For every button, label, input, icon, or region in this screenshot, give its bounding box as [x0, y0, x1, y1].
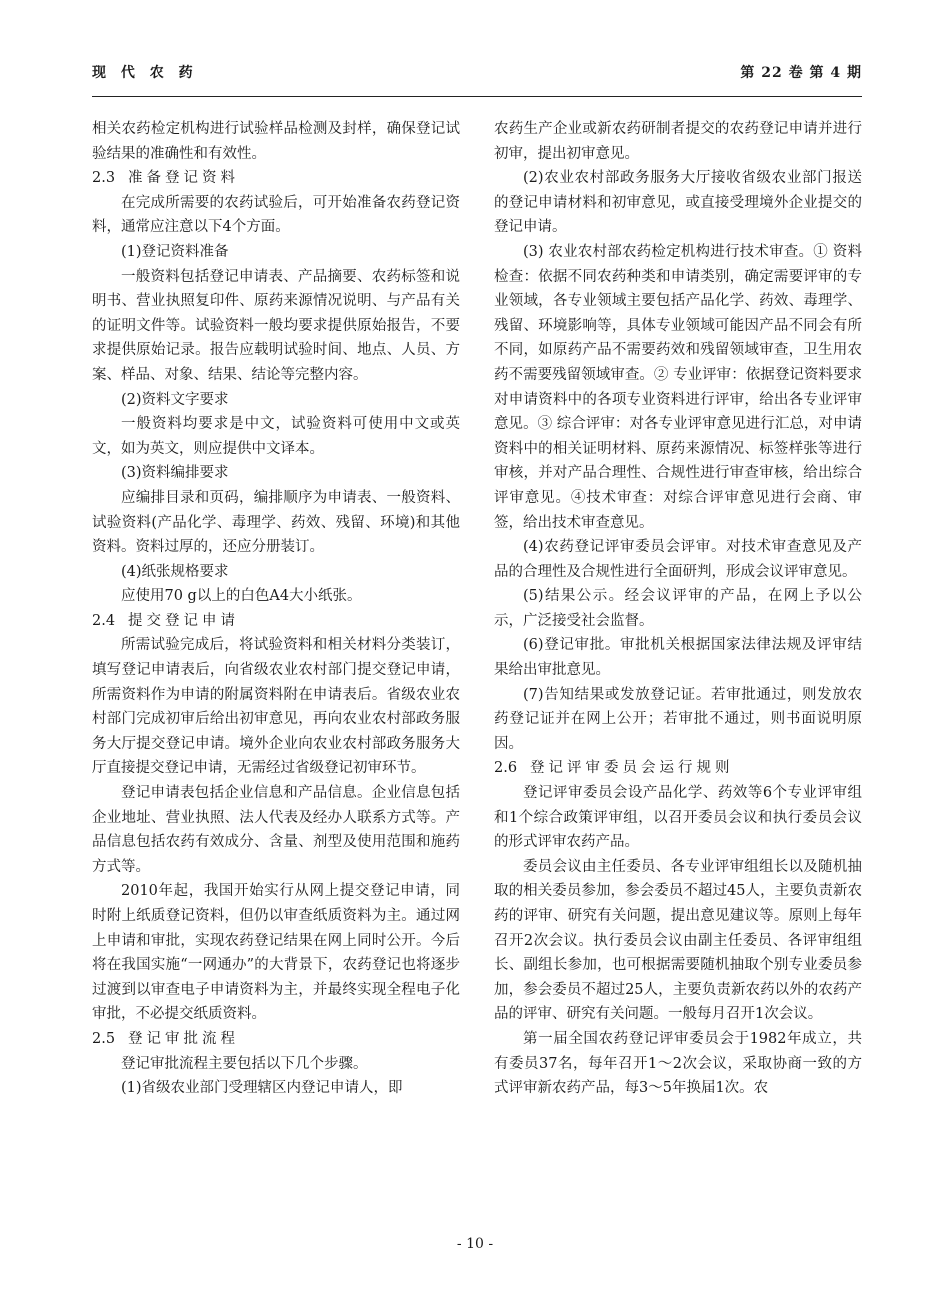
- section-number: 2.4: [92, 612, 116, 629]
- paragraph: 登记审批流程主要包括以下几个步骤。: [121, 1055, 368, 1072]
- journal-name: 现 代 农 药: [92, 65, 198, 81]
- section-title: 提交登记申请: [128, 612, 239, 629]
- header-rule: [92, 96, 862, 97]
- section-title: 登记评审委员会运行规则: [530, 760, 734, 777]
- paragraph: (5)结果公示。经会议评审的产品，在网上予以公示，广泛接受社会监督。: [494, 588, 862, 629]
- right-column: [494, 117, 862, 1101]
- paragraph: 一般资料均要求是中文，试验资料可使用中文或英文，如为英文，则应提供中文译本。: [92, 416, 460, 457]
- paragraph: 第一届全国农药登记评审委员会于1982年成立，共有委员37名，每年召开1～2次会议，采取协商一致的方式评审新农药产品，每3～5年换届1次。农: [494, 1030, 862, 1097]
- paragraph: (6)登记审批。审批机关根据国家法律法规及评审结果给出审批意见。: [494, 637, 862, 679]
- section-title: 准备登记资料: [128, 170, 239, 187]
- subheading: (1)登记资料准备: [121, 243, 229, 260]
- paragraph: 2010年起，我国开始实行从网上提交登记申请，同时附上纸质登记资料，但仍以审查纸质资料为主。通过网上申请和审批，实现农药登记结果在网上同时公开。今后将在我国实施“一网通办”的大背景下，农药登记也将逐步过渡到以审查电子申请资料为主，并最终实现全程电子化审批，不必提交纸质资料。: [92, 883, 460, 1023]
- paragraph: (7)告知结果或发放登记证。若审批通过，则发放农药登记证并在网上公开；若审批不通过，则书面说明原因。: [494, 686, 862, 752]
- section-number: 2.5: [92, 1030, 116, 1047]
- paragraph: 应使用70 g以上的白色A4大小纸张。: [121, 588, 362, 605]
- section-heading-2-6: [494, 756, 862, 781]
- section-title: 登记审批流程: [128, 1030, 239, 1047]
- paragraph: 农药生产企业或新农药研制者提交的农药登记申请并进行初审，提出初审意见。: [494, 121, 862, 162]
- subheading: (4)纸张规格要求: [121, 563, 229, 580]
- page-number: - 10 -: [456, 1236, 494, 1252]
- section-number: 2.6: [494, 760, 518, 777]
- left-column: [92, 117, 460, 1101]
- subheading: (3)资料编排要求: [121, 465, 229, 482]
- paragraph: (3) 农业农村部农药检定机构进行技术审查。① 资料检查：依据不同农药种类和申请类别，确定需要评审的专业领域，各专业领域主要包括产品化学、药效、毒理学、残留、环境影响等，具体专业领域可能因产品不同会有所不同，如原药产品不需要药效和残留领域审查，卫生用农药不需要残留领域审查。② 专业评审：依据登记资料要求对申请资料中的各项专业资料进行评审，给出各专业评审意见。③ 综合评审：对各专业评审意见进行汇总，对申请资料中的相关证明材料、原药来源情况、标签样张等进行审核，并对产品合理性、合规性进行审查审核，给出综合评审意见。④技术审查：对综合评审意见进行会商、审签，给出技术审查意见。: [494, 243, 862, 531]
- paragraph: 一般资料包括登记申请表、产品摘要、农药标签和说明书、营业执照复印件、原药来源情况说明、与产品有关的证明文件等。试验资料一般均要求提供原始报告，不要求提供原始记录。报告应载明试验时间、地点、人员、方案、样品、对象、结果、结论等完整内容。: [92, 268, 460, 383]
- paragraph: 所需试验完成后，将试验资料和相关材料分类装订，填写登记申请表后，向省级农业农村部门提交登记申请，所需资料作为申请的附属资料附在申请表后。省级农业农村部门完成初审后给出初审意见，再向农业农村部政务服务大厅提交登记申请。境外企业向农业农村部政务服务大厅直接提交登记申请，无需经过省级登记初审环节。: [92, 637, 460, 777]
- paragraph: 在完成所需要的农药试验后，可开始准备农药登记资料，通常应注意以下4个方面。: [92, 194, 460, 236]
- paragraph: 相关农药检定机构进行试验样品检测及封样，确保登记试验结果的准确性和有效性。: [92, 121, 460, 162]
- section-heading-2-4: [92, 609, 460, 634]
- paragraph: (1)省级农业部门受理辖区内登记申请人，即: [121, 1080, 403, 1097]
- running-header: [92, 62, 862, 86]
- paragraph: (2)农业农村部政务服务大厅接收省级农业部门报送的登记申请材料和初审意见，或直接受理境外企业提交的登记申请。: [494, 170, 862, 236]
- section-number: 2.3: [92, 170, 116, 187]
- paragraph: 登记申请表包括企业信息和产品信息。企业信息包括企业地址、营业执照、法人代表及经办人联系方式等。产品信息包括农药有效成分、含量、剂型及使用范围和施药方式等。: [92, 785, 460, 875]
- paragraph: 应编排目录和页码，编排顺序为申请表、一般资料、试验资料(产品化学、毒理学、药效、残留、环境)和其他资料。资料过厚的，还应分册装订。: [92, 489, 460, 556]
- paragraph: (4)农药登记评审委员会评审。对技术审查意见及产品的合理性及合规性进行全面研判，形成会议评审意见。: [494, 539, 862, 580]
- issue-info: 第 22 卷 第 4 期: [740, 65, 862, 81]
- paragraph: 登记评审委员会设产品化学、药效等6个专业评审组和1个综合政策评审组，以召开委员会议和执行委员会议的形式评审农药产品。: [494, 785, 862, 851]
- section-heading-2-3: [92, 166, 460, 191]
- section-heading-2-5: [92, 1027, 460, 1052]
- subheading: (2)资料文字要求: [121, 391, 229, 408]
- paragraph: 委员会议由主任委员、各专业评审组组长以及随机抽取的相关委员参加，参会委员不超过45人，主要负责新农药的评审、研究有关问题，提出意见建议等。原则上每年召开2次会议。执行委员会议由副主任委员、各评审组组长、副组长参加，也可根据需要随机抽取个别专业委员参加，参会委员不超过25人，主要负责新农药以外的农药产品的评审、研究有关问题。一般每月召开1次会议。: [494, 858, 862, 1023]
